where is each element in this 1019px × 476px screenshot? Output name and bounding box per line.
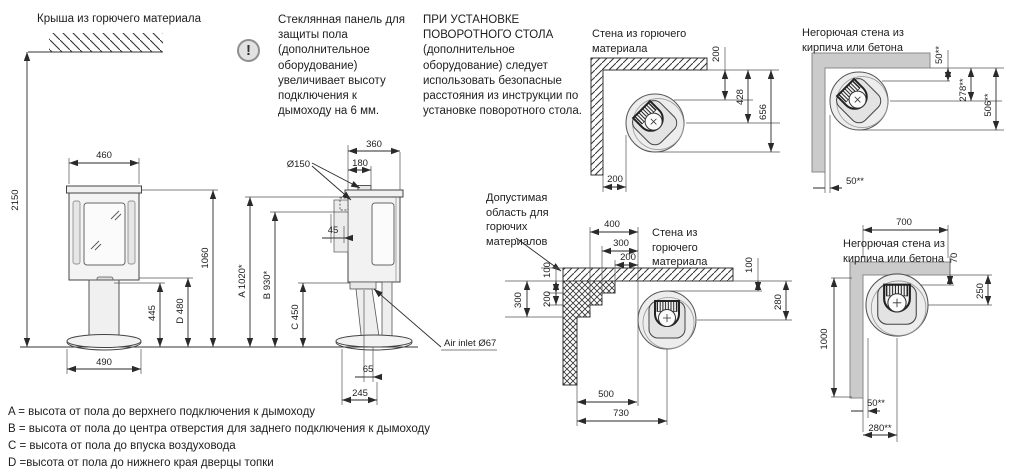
dim-460: 460 bbox=[96, 150, 112, 161]
warning-icon: ! bbox=[237, 39, 260, 62]
dim-c-450: C 450 bbox=[290, 304, 301, 330]
dim-278: 278** bbox=[958, 78, 969, 102]
dim-445: 445 bbox=[147, 305, 158, 321]
dim-v300: 300 bbox=[513, 292, 524, 308]
stove-glass-door bbox=[84, 203, 125, 265]
dim-flue-diameter: Ø150 bbox=[286, 159, 310, 170]
roof-label: Крыша из горючего материала bbox=[37, 13, 201, 25]
air-inlet-stub bbox=[350, 282, 376, 289]
legend-d: D =высота от пола до нижнего края дверцы топки bbox=[8, 457, 274, 469]
dim-280-floor: 280** bbox=[868, 423, 892, 434]
dim-side-50: 50** bbox=[846, 176, 864, 187]
dim-50: 50** bbox=[867, 398, 885, 409]
side-view bbox=[237, 139, 497, 405]
turntable-note: ПРИ УСТАНОВКЕ ПОВОРОТНОГО СТОЛА (дополнительное оборудование) следует использовать безопасные расстояния из инструкции по установке поворотного стола. bbox=[423, 14, 582, 118]
dim-250: 250 bbox=[975, 283, 986, 299]
allowed-area-label: Допустимая область для горючих материалов bbox=[486, 192, 549, 248]
dim-top-50: 50** bbox=[934, 46, 945, 64]
noncombustible-wall-label: Негорючая стена из кирпича или бетона bbox=[802, 27, 904, 54]
dim-506: 506** bbox=[983, 93, 994, 117]
dim-200: 200 bbox=[620, 252, 636, 263]
dim-360: 360 bbox=[366, 139, 382, 150]
dim-side-200: 200 bbox=[607, 174, 623, 185]
dim-v100: 100 bbox=[542, 262, 553, 278]
roof-hatch bbox=[49, 33, 163, 52]
dim-400: 400 bbox=[604, 219, 620, 230]
air-inlet-label: Air inlet Ø67 bbox=[444, 338, 497, 349]
dim-700: 700 bbox=[896, 217, 912, 228]
dim-300: 300 bbox=[613, 238, 629, 249]
dim-a-1020: A 1020* bbox=[237, 264, 248, 298]
dim-gap-100: 100 bbox=[744, 257, 755, 273]
combustible-wall-label: Стена из горючего материала bbox=[592, 28, 687, 55]
dim-180: 180 bbox=[352, 158, 368, 169]
allowed-area-view bbox=[505, 219, 792, 426]
dim-b-930: B 930* bbox=[262, 270, 273, 300]
dim-490: 490 bbox=[96, 357, 112, 368]
dim-500: 500 bbox=[598, 389, 614, 400]
stove-top-view bbox=[866, 274, 928, 336]
allowed-area-steps bbox=[563, 281, 615, 385]
dim-1060: 1060 bbox=[200, 247, 211, 269]
dim-65: 65 bbox=[362, 364, 374, 375]
dim-d480: D 480 bbox=[175, 298, 186, 324]
legend-b: B = высота от пола до центра отверстия для заднего подключения к дымоходу bbox=[8, 423, 430, 435]
floor-corner-wall-label: Негорючая стена из кирпича или бетона bbox=[843, 238, 945, 265]
dim-730: 730 bbox=[613, 408, 629, 419]
dim-656: 656 bbox=[758, 104, 769, 120]
legend-a: A = высота от пола до верхнего подключения к дымоходу bbox=[8, 406, 316, 418]
dim-2150: 2150 bbox=[10, 189, 21, 211]
dim-v200: 200 bbox=[542, 291, 553, 307]
corner-combustible-view bbox=[591, 46, 780, 192]
glass-panel-note: Стеклянная панель для защиты пола (дополнительное оборудование) увеличивает высоту подключения к дымоходу на 6 мм. bbox=[278, 14, 405, 118]
legend-c: C = высота от пола до впуска воздуховода bbox=[8, 440, 236, 452]
combustible-wall bbox=[563, 268, 733, 281]
side-window bbox=[372, 203, 394, 265]
dim-45: 45 bbox=[327, 225, 339, 236]
dim-70: 70 bbox=[949, 252, 960, 264]
stove-top-view bbox=[638, 291, 696, 349]
corner-noncombustible-view bbox=[812, 46, 1004, 193]
dim-245: 245 bbox=[352, 388, 368, 399]
dim-428: 428 bbox=[735, 89, 746, 105]
dim-280: 280 bbox=[773, 294, 784, 310]
dim-top-200: 200 bbox=[711, 46, 722, 62]
allowed-area-wall-label: Стена из горючего материала bbox=[652, 227, 708, 269]
dim-1000: 1000 bbox=[819, 328, 830, 350]
